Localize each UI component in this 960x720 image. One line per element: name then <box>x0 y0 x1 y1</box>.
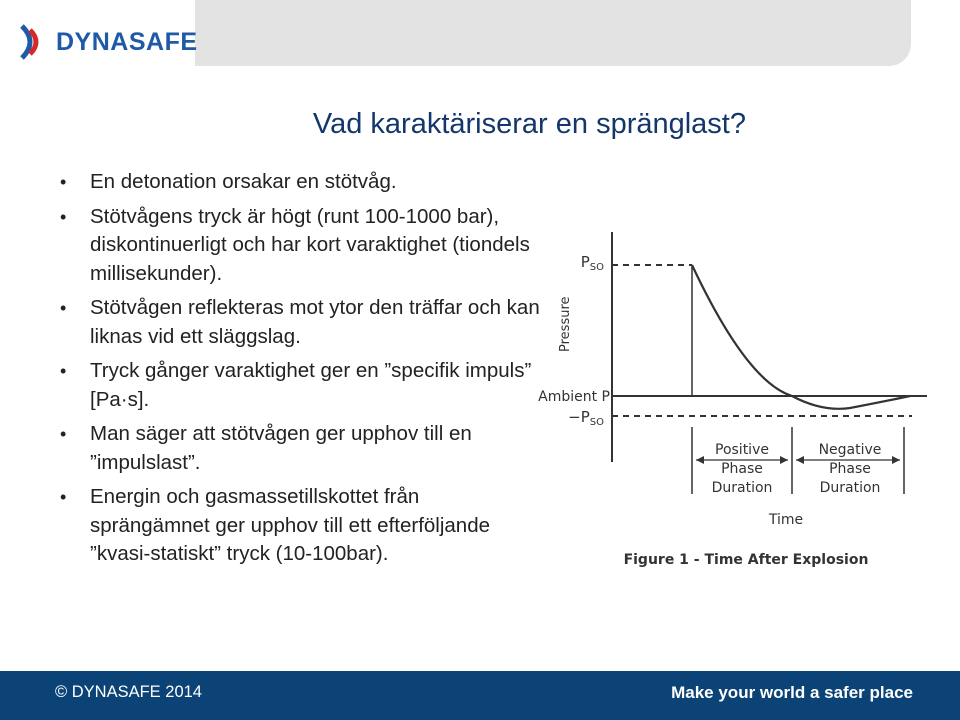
blast-pressure-figure <box>538 232 932 582</box>
bullet-dot-icon: • <box>60 298 67 318</box>
footer-bar <box>0 671 960 720</box>
bullet-dot-icon: • <box>60 361 67 381</box>
bullet-text: En detonation orsakar en stötvåg. <box>90 170 397 193</box>
arrow-left-icon <box>696 456 704 464</box>
pressure-curve <box>692 265 910 409</box>
bullet-dot-icon: • <box>60 424 67 444</box>
neg-pso-label: $-P_{SO}$ <box>568 408 604 428</box>
pressure-time-diagram <box>538 232 932 582</box>
bullet-dot-icon: • <box>60 487 67 507</box>
footer-slogan: Make your world a safer place <box>671 683 913 702</box>
bullet-list <box>56 168 541 575</box>
dynasafe-logo-mark-icon <box>18 22 52 62</box>
bullet-dot-icon: • <box>60 206 67 227</box>
arrow-left-icon <box>796 456 804 464</box>
arrow-right-icon <box>892 456 900 464</box>
bullet-item <box>56 294 541 351</box>
bullet-text: Stötvågens tryck är högt (runt 100-1000 bar), diskontinuerligt och har kort varaktighet (tiondels millisekunder). <box>90 204 530 285</box>
negative-label: Negative <box>818 442 882 458</box>
copyright-text: © DYNASAFE 2014 <box>55 683 202 701</box>
time-axis-label: Time <box>768 512 804 528</box>
positive-label: Positive <box>715 442 769 458</box>
pso-label: $P_{SO}$ <box>580 253 604 273</box>
dynasafe-logo <box>18 22 198 62</box>
slide-title: Vad karaktäriserar en spränglast? <box>312 108 746 140</box>
positive-duration-label: Duration <box>711 480 773 496</box>
bullet-text: Man säger att stötvågen ger upphov till en ”impulslast”. <box>90 422 472 474</box>
positive-phase-label: Phase <box>721 461 763 477</box>
negative-phase-label: Phase <box>829 461 871 477</box>
header-bar <box>195 0 911 66</box>
negative-duration-label: Duration <box>819 480 881 496</box>
bullet-text: Stötvågen reflekteras mot ytor den träffar och kan liknas vid ett släggslag. <box>90 296 540 348</box>
pressure-axis-label: Pressure <box>558 296 573 352</box>
bullet-text: Tryck gånger varaktighet ger en ”specifik impuls” [Pa·s]. <box>90 359 532 411</box>
bullet-text: Energin och gasmassetillskottet från sprängämnet ger upphov till ett efterföljande ”kvasi-statiskt” tryck (10-100bar). <box>90 485 491 565</box>
bullet-item <box>56 203 541 289</box>
figure-caption: Figure 1 - Time After Explosion <box>623 552 869 568</box>
bullet-item <box>56 483 541 569</box>
bullet-item <box>56 168 541 197</box>
logo-text: DYNASAFE <box>56 27 198 56</box>
ambient-label: Ambient P <box>538 389 610 405</box>
arrow-right-icon <box>780 456 788 464</box>
bullet-dot-icon: • <box>60 172 67 192</box>
bullet-item <box>56 357 541 414</box>
bullet-item <box>56 420 541 477</box>
